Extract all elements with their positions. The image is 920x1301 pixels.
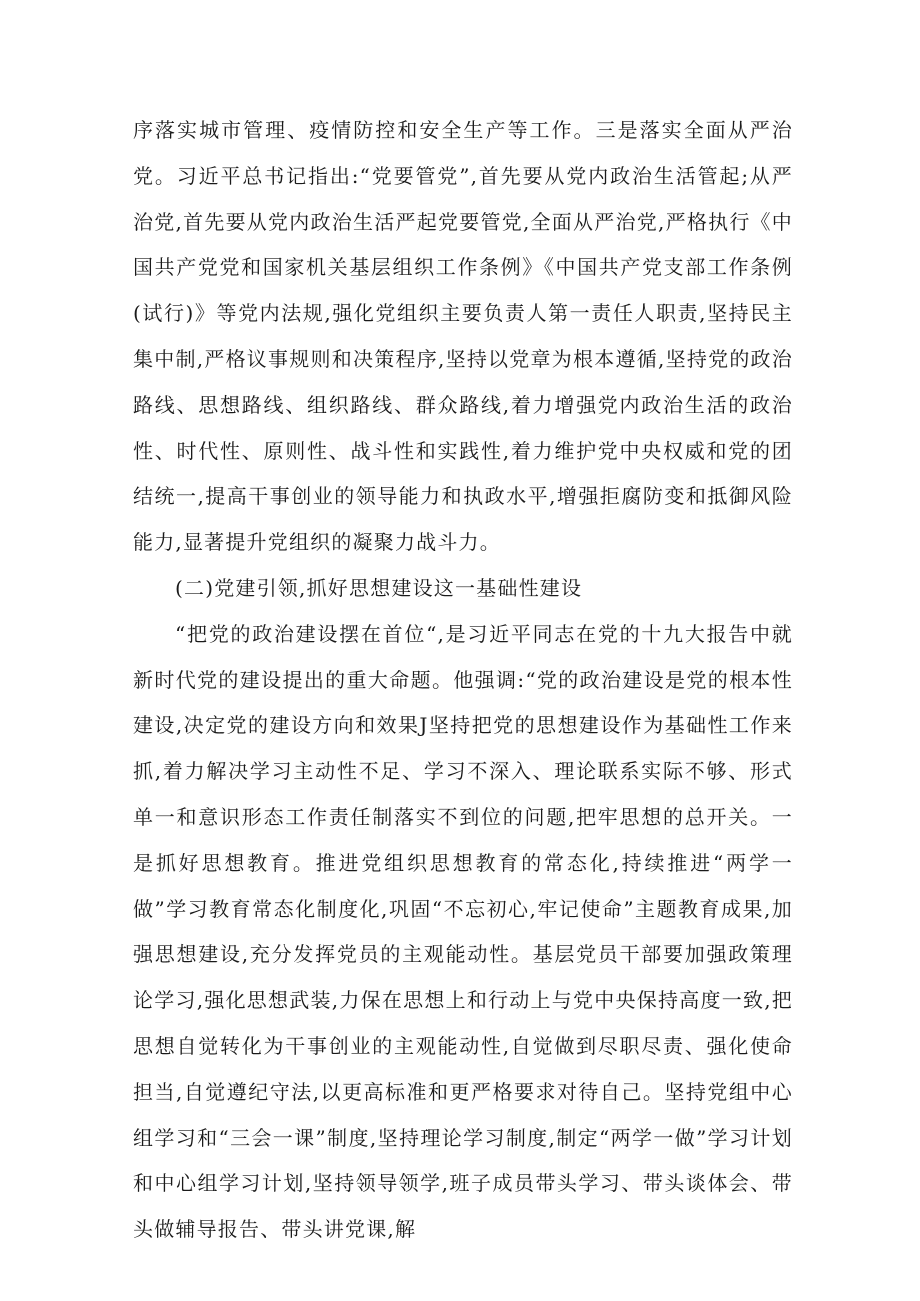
document-body	[133, 108, 793, 1253]
body-paragraph-1: 序落实城市管理、疫情防控和安全生产等工作。三是落实全面从严治党。习近平总书记指出:“党要管党”,首先要从党内政治生活管起;从严治党,首先要从党内政治生活严起党要管党,全面从严治党,严格执行《中国共产党党和国家机关基层组织工作条例》《中国共产党支部工作条例(试行)》等党内法规,强化党组织主要负责人第一责任人职责,坚持民主集中制,严格议事规则和决策程序,坚持以党章为根本遵循,坚持党的政治路线、思想路线、组织路线、群众路线,着力增强党内政治生活的政治性、时代性、原则性、战斗性和实践性,着力维护党中央权威和党的团结统一,提高干事创业的领导能力和执政水平,增强拒腐防变和抵御风险能力,显著提升党组织的凝聚力战斗力。	[133, 118, 793, 555]
body-paragraph-2: “把党的政治建设摆在首位“,是习近平同志在党的十九大报告中就新时代党的建设提出的重大命题。他强调:“党的政治建设是党的根本性建设,决定党的建设方向和效果J坚持把党的思想建设作为基础性工作来抓,着力解决学习主动性不足、学习不深入、理论联系实际不够、形式单一和意识形态工作责任制落实不到位的问题,把牢思想的总开关。一是抓好思想教育。推进党组织思想教育的常态化,持续推进“两学一做”学习教育常态化制度化,巩固“不忘初心,牢记使命”主题教育成果,加强思想建设,充分发挥党员的主观能动性。基层党员干部要加强政策理论学习,强化思想武装,力保在思想上和行动上与党中央保持高度一致,把思想自觉转化为干事创业的主观能动性,自觉做到尽职尽责、强化使命担当,自觉遵纪守法,以更高标准和更严格要求对待自己。坚持党组中心组学习和“三会一课”制度,坚持理论学习制度,制定“两学一做”学习计划和中心组学习计划,坚持领导领学,班子成员带头学习、带头谈体会、带头做辅导报告、带头讲党课,解	[133, 621, 793, 1242]
section-heading: (二)党建引领,抓好思想建设这一基础性建设	[175, 575, 583, 600]
